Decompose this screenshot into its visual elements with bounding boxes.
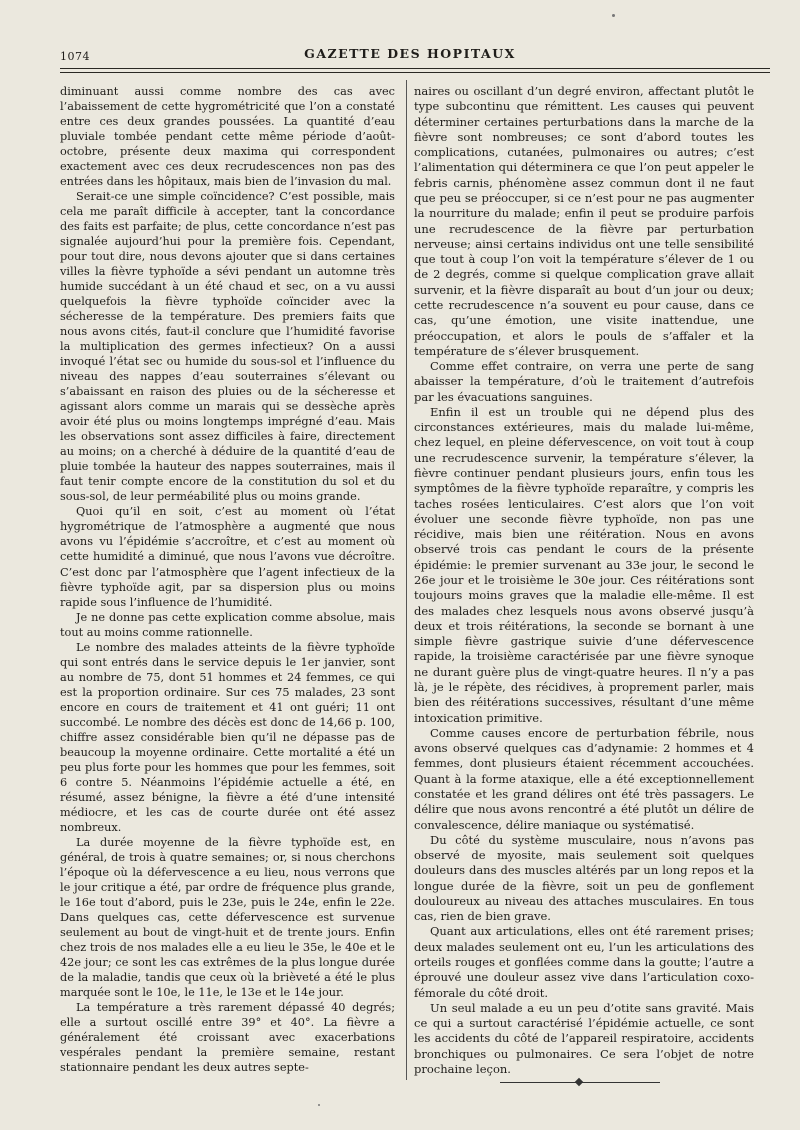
- paragraph: Le nombre des malades atteints de la fièvre typhoïde qui sont entrés dans le service depuis le 1er janvier, sont au nombre de 75, dont 51 hommes et 24 femmes, ce qui est la proportion ordinaire. Sur ces 75 malades, 23 sont encore en cours de traitement et 41 ont guéri; 11 ont succombé. Le nombre des décès est donc de 14,66 p. 100, chiffre assez considérable bien qu’il ne dépasse pas de beaucoup la moyenne ordinaire. Cette mortalité a été un peu plus forte pour les hommes que pour les femmes, soit 6 contre 5. Néanmoins l’épidémie actuelle a été, en résumé, assez bénigne, la fièvre a été d’une intensité médiocre, et les cas de courte durée ont été assez nombreux.: [60, 640, 395, 834]
- paragraph: La durée moyenne de la fièvre typhoïde est, en général, de trois à quatre semaines; or, si nous cherchons l’époque où la défervescence a eu lieu, nous verrons que le jour critique a été, par ordre de fréquence plus grande, le 16e tout d’abord, puis le 23e, puis le 24e, enfin le 22e. Dans quelques cas, cette défervescence est survenue seulement au bout de vingt-huit et de trente jours. Enfin chez trois de nos malades elle a eu lieu le 35e, le 40e et le 42e jour; ce sont les cas extrêmes de la plus longue durée de la maladie, tandis que ceux où la brièveté a été le plus marquée sont le 10e, le 11e, le 13e et le 14e jour.: [60, 835, 395, 999]
- paragraph: Enfin il est un trouble qui ne dépend plus des circonstances extérieures, mais du malade lui-même, chez lequel, en pleine défervescence, on voit tout à coup une recrudescence survenir, la température s’élever, la fièvre continuer pendant plusieurs jours, enfin tous les symptômes de la fièvre typhoïde reparaître, y compris les taches rosées lenticulaires. C’est alors que l’on voit évoluer une seconde fièvre typhoïde, non pas une récidive, mais bien une réitération. Nous en avons observé trois cas pendant le cours de la présente épidémie: le premier survenant au 33e jour, le second le 26e jour et le troisième le 30e jour. Ces réitérations sont toujours moins graves que la maladie elle-même. Il est des malades chez lesquels nous avons observé jusqu’à deux et trois réitérations, la seconde se bornant à une simple fièvre gastrique suivie d’une défervescence rapide, la troisième caractérisée par une fièvre synoque ne durant guère plus de vingt-quatre heures. Il n’y a pas là, je le répète, des récidives, à proprement parler, mais bien des réitérations successives, résultant d’une même intoxication primitive.: [414, 404, 754, 725]
- paragraph: Comme effet contraire, on verra une perte de sang abaisser la température, d’où le traitement d’autrefois par les évacuations sanguines.: [414, 359, 754, 404]
- paragraph: Quoi qu’il en soit, c’est au moment où l’état hygrométrique de l’atmosphère a augmenté que nous avons vu l’épidémie s’accroître, et c’est au moment où cette humidité a diminué, que nous l’avons vue décroître. C’est donc par l’atmosphère que l’agent infectieux de la fièvre typhoïde agit, par sa dispersion plus ou moins rapide sous l’influence de l’humidité.: [60, 505, 395, 609]
- paragraph: Serait-ce une simple coïncidence? C’est possible, mais cela me paraît difficile à accepter, tant la concordance des faits est parfaite; de plus, cette concordance n’est pas signalée aujourd’hui pour la première fois. Cependant, pour tout dire, nous devons ajouter que si dans certaines villes la fièvre typhoïde a sévi pendant un automne très humide succédant à un été chaud et sec, on a vu aussi quelquefois la fièvre typhoïde coïncider avec la sécheresse de la température. Des premiers faits que nous avons cités, faut-il conclure que l’humidité favorise la multiplication des germes infectieux? On a aussi invoqué l’état sec ou humide du sous-sol et l’influence du niveau des nappes d’eau souterraines s’élevant ou s’abaissant en raison des pluies ou de la sécheresse et agissant alors comme un marais qui se dessèche après avoir été plus ou moins longtemps imprégné d’eau. Mais les observations sont assez difficiles à faire, directement au moins; on a cherché à déduire de la quantité d’eau de pluie tombée la hauteur des nappes souterraines, mais il faut tenir compte encore de la constitution du sol et du sous-sol, de leur perméabilité plus ou moins grande.: [60, 190, 395, 504]
- page-header: [60, 44, 760, 66]
- header-rule-thick: [60, 68, 770, 69]
- paragraph: Quant aux articulations, elles ont été rarement prises; deux malades seulement ont eu, l’un les articulations des orteils rouges et gonflées comme dans la goutte; l’autre a éprouvé une douleur assez vive dans l’articulation coxo-fémorale du côté droit.: [414, 924, 754, 1000]
- paper-speck: [318, 1104, 320, 1106]
- end-ornament-rule: [500, 1078, 660, 1086]
- paragraph: Un seul malade a eu un peu d’otite sans gravité. Mais ce qui a surtout caractérisé l’épidémie actuelle, ce sont les accidents du côté de l’appareil respiratoire, accidents bronchiques ou pulmonaires. Ce sera l’objet de notre prochaine leçon.: [414, 1000, 754, 1076]
- diamond-ornament-icon: [575, 1078, 583, 1086]
- paper-speck: [612, 14, 615, 17]
- column-separator: [406, 80, 407, 1080]
- paragraph: La température a très rarement dépassé 40 degrés; elle a surtout oscillé entre 39° et 40°. La fièvre a généralement été croissant avec exacerbations vespérales pendant la première semaine, restant stationnaire pendant les deux autres septe-: [60, 1000, 395, 1075]
- paragraph: Comme causes encore de perturbation fébrile, nous avons observé quelques cas d’adynamie: 2 hommes et 4 femmes, dont plusieurs étaient récemment accouchées. Quant à la forme ataxique, elle a été exceptionnellement constatée et les grand délires ont été très passagers. Le délire que nous avons rencontré a été plutôt un délire de convalescence, délire maniaque ou systématisé.: [414, 725, 754, 832]
- page-number: 1074: [60, 50, 90, 63]
- right-column: [414, 84, 754, 1077]
- paragraph: diminuant aussi comme nombre des cas avec l’abaissement de cette hygrométricité que l’on a constaté entre ces deux grandes poussées. La quantité d’eau pluviale tombée pendant cette même période d’août-octobre, présente deux maxima qui correspondent exactement avec ces deux recrudescences non pas des entrées dans les hôpitaux, mais bien de l’invasion du mal.: [60, 85, 395, 189]
- paragraph: naires ou oscillant d’un degré environ, affectant plutôt le type subcontinu que rémittent. Les causes qui peuvent déterminer certaines perturbations dans la marche de la fièvre sont nombreuses; ce sont d’abord toutes les complications, cutanées, pulmonaires ou autres; c’est l’alimentation qui déterminera ce que l’on peut appeler le febris carnis, phénomène assez commun dont il ne faut que peu se préoccuper, si ce n’est pour ne pas augmenter la nourriture du malade; enfin il peut se produire parfois une recrudescence de la fièvre par perturbation nerveuse; ainsi certains individus ont une telle sensibilité que tout à coup l’on voit la température s’élever de 1 ou de 2 degrés, comme si quelque complication grave allait survenir, et la fièvre disparaît au bout d’un jour ou deux; cette recrudescence n’a souvent eu pour cause, dans ce cas, qu’une émotion, une visite inattendue, une préoccupation, et alors le pouls de s’affaler et la température de s’élever brusquement.: [414, 84, 754, 358]
- paragraph: Du côté du système musculaire, nous n’avons pas observé de myosite, mais seulement soit quelques douleurs dans des muscles altérés par un long repos et la longue durée de la fièvre, soit un peu de gonflement douloureux au niveau des attaches musculaires. En tous cas, rien de bien grave.: [414, 832, 754, 924]
- left-column: [60, 84, 395, 1075]
- paragraph: Je ne donne pas cette explication comme absolue, mais tout au moins comme rationnelle.: [60, 610, 395, 639]
- header-rule-thin: [60, 72, 770, 73]
- running-title: GAZETTE DES HOPITAUX: [304, 46, 516, 61]
